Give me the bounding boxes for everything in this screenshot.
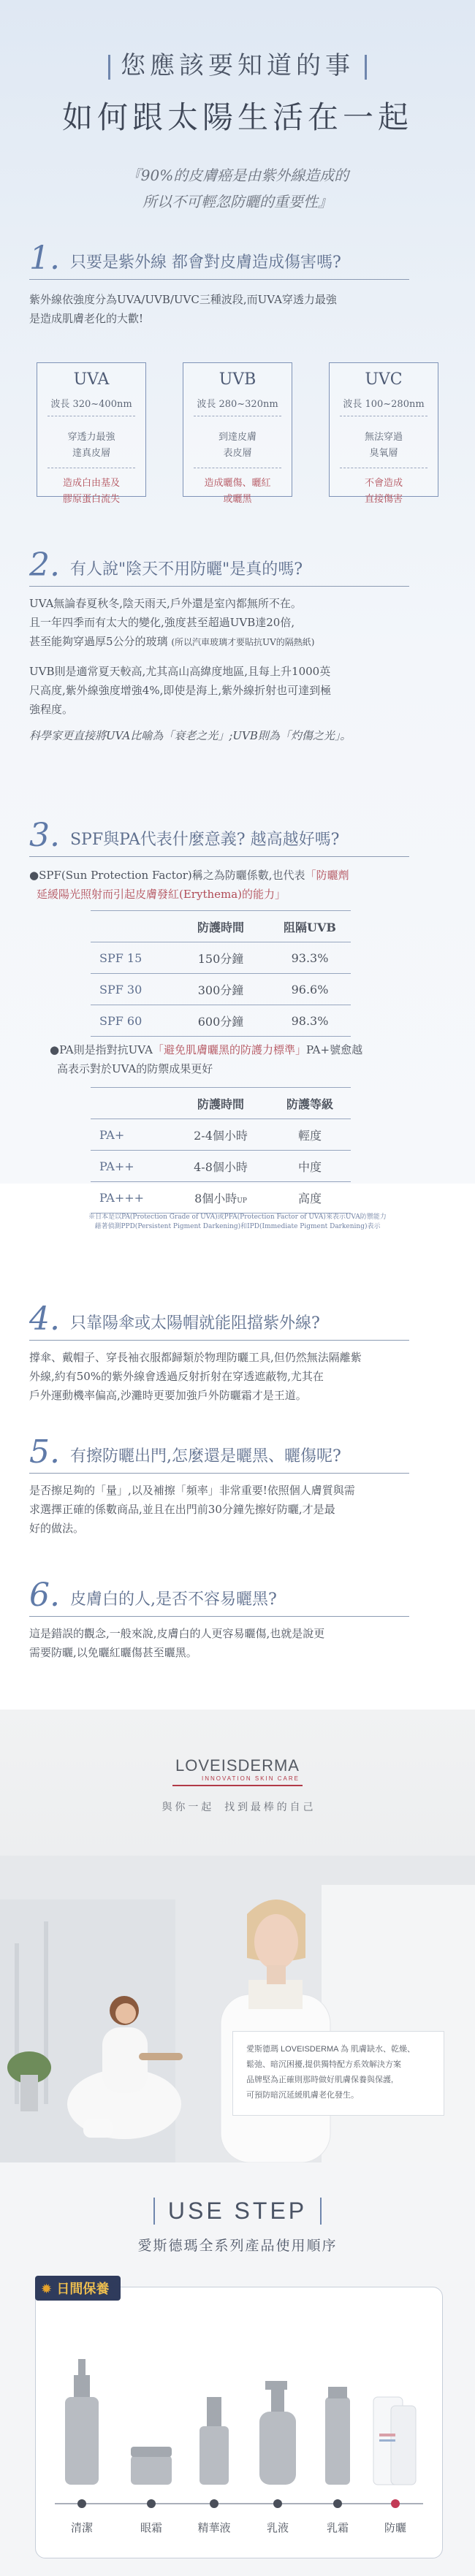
question-text: 有擦防曬出門,怎麼還是曬黑、曬傷呢? bbox=[69, 1447, 341, 1466]
uv-name: UVA bbox=[73, 370, 110, 389]
table-row bbox=[91, 1182, 351, 1213]
day-routine-panel bbox=[35, 2282, 443, 2558]
cell: 600分鐘 bbox=[172, 1005, 269, 1037]
uv-depth-line: 臭氧層 bbox=[369, 448, 398, 459]
cream-tube-icon bbox=[325, 2387, 350, 2485]
header-cell bbox=[91, 911, 172, 942]
question-text: 皮膚白的人,是否不容易曬黑? bbox=[69, 1590, 277, 1609]
spf-intro bbox=[29, 866, 446, 904]
highlight-text: 延緩陽光照射而引起皮膚發紅(Erythema)的能力」 bbox=[37, 888, 286, 901]
body-line: 高表示對於UVA的防禦成果更好 bbox=[57, 1062, 213, 1075]
header-cell bbox=[91, 1088, 172, 1119]
cell: 93.3% bbox=[269, 942, 351, 974]
table-row bbox=[91, 1005, 351, 1037]
question-text: 只要是紫外線 都會對皮膚造成傷害嗎? bbox=[69, 254, 341, 272]
cell-suffix: UP bbox=[237, 1197, 247, 1205]
body-line: 這是錯誤的觀念,一般來說,皮膚白的人更容易曬傷,也就是說更 bbox=[29, 1627, 325, 1640]
uv-name: UVB bbox=[218, 370, 256, 389]
spacer bbox=[29, 719, 446, 726]
body-line: 外線,約有50%的紫外線會透過反射折射在穿透遮蔽物,尤其在 bbox=[29, 1370, 324, 1383]
kicker-text: 您應該要知道的事 bbox=[121, 51, 354, 80]
usestep-subtitle: 愛斯德瑪全系列產品使用順序 bbox=[137, 2238, 338, 2254]
uv-harm bbox=[183, 476, 292, 508]
body-line: 戶外運動機率偏高,沙灘時更要加強戶外防曬霜才是王道。 bbox=[29, 1389, 307, 1402]
q6-body bbox=[29, 1624, 446, 1662]
q5-body bbox=[29, 1481, 446, 1538]
uv-depth-line: 到達皮膚 bbox=[218, 432, 256, 443]
logo-text: LOVEISDERMA bbox=[175, 1756, 300, 1775]
uv-harm-line: 造成白由基及 bbox=[62, 478, 120, 489]
question-number: 5. bbox=[29, 1433, 60, 1471]
uv-harm-line: 膠原蛋白流失 bbox=[62, 494, 120, 505]
cleanser-bottle-icon bbox=[65, 2359, 99, 2485]
question-text: 有人說"陰天不用防曬"是真的嗎? bbox=[69, 560, 303, 579]
step-label: 乳液 bbox=[266, 2521, 289, 2534]
cell: 300分鐘 bbox=[172, 974, 269, 1005]
day-label-text: 日間保養 bbox=[56, 2282, 110, 2297]
cell-text: 8個小時 bbox=[194, 1191, 238, 1205]
cell: 150分鐘 bbox=[172, 942, 269, 974]
body-text: ●PA則是指對抗UVA bbox=[50, 1043, 153, 1056]
q4-body bbox=[29, 1348, 446, 1405]
usestep-header bbox=[0, 2198, 475, 2255]
row-label: PA+ bbox=[91, 1119, 172, 1151]
question-text: 只靠陽傘或太陽帽就能阻擋紫外線? bbox=[69, 1314, 320, 1333]
footnote-line: 藉著偵測PPD(Persistent Pigment Darkening)和IPD(Immediate Pigment Darkening)表示 bbox=[94, 1223, 381, 1230]
step-label: 眼霜 bbox=[140, 2521, 162, 2534]
header-cell: 防護等級 bbox=[269, 1088, 351, 1119]
header-cell: 阻隔UVB bbox=[269, 911, 351, 942]
body-line: 強程度。 bbox=[29, 703, 74, 716]
body-line: 是否擦足夠的「量」,以及補擦「頻率」非常重要!依照個人膚質與需 bbox=[29, 1484, 355, 1497]
caption-line: 可預防暗沉延緩肌膚老化發生。 bbox=[246, 2091, 359, 2100]
step-label: 精華液 bbox=[197, 2521, 231, 2534]
cell: 高度 bbox=[269, 1182, 351, 1213]
lotion-bottle-icon bbox=[259, 2381, 296, 2485]
intro-quote bbox=[0, 162, 475, 215]
cell: 4-8個小時 bbox=[172, 1151, 269, 1182]
row-label: SPF 15 bbox=[91, 942, 172, 974]
uv-depth bbox=[330, 430, 438, 462]
step-label: 防曬 bbox=[384, 2521, 406, 2534]
row-label: SPF 30 bbox=[91, 974, 172, 1005]
page-title: 如何跟太陽生活在一起 bbox=[61, 99, 413, 135]
caption-line: 鬆弛、暗沉困擾,提供獨特配方系效解決方案 bbox=[246, 2060, 402, 2069]
underline bbox=[29, 1616, 409, 1617]
cell: 輕度 bbox=[269, 1119, 351, 1151]
q2-body bbox=[29, 594, 446, 745]
underline bbox=[29, 279, 409, 280]
uv-harm bbox=[37, 476, 145, 508]
footnote bbox=[29, 1213, 446, 1232]
body-line: 求選擇正確的係數商品,並且在出門前30分鐘先擦好防曬,才是最 bbox=[29, 1503, 335, 1516]
question-6 bbox=[29, 1579, 446, 1662]
body-line bbox=[29, 866, 446, 885]
logo-subtext: INNOVATION SKIN CARE bbox=[202, 1775, 300, 1782]
question-3 bbox=[29, 817, 446, 904]
uv-harm-line: 直接傷害 bbox=[364, 494, 403, 505]
cell bbox=[172, 1182, 269, 1213]
page-kicker bbox=[0, 45, 475, 81]
body-line: 且一年四季而有太大的變化,強度甚至超過UVB達20倍, bbox=[29, 616, 295, 629]
caption-line: 品牌堅為正確則那時做好肌膚保養與保護, bbox=[246, 2076, 394, 2084]
quote-line: 所以不可輕忽防曬的重要性』 bbox=[142, 193, 332, 210]
product-illustrations bbox=[36, 2287, 442, 2558]
uv-depth-line: 無法穿過 bbox=[364, 432, 403, 443]
row-label: SPF 60 bbox=[91, 1005, 172, 1037]
uv-wave: 波長 280~320nm bbox=[197, 399, 278, 410]
uv-box-uvb bbox=[183, 362, 292, 505]
highlight-text: 「防曬劑 bbox=[305, 869, 349, 882]
caption-line: 愛斯德瑪 LOVEISDERMA 為 肌膚缺水、乾燥、 bbox=[246, 2045, 416, 2054]
table-row bbox=[91, 1119, 351, 1151]
body-text: ●SPF(Sun Protection Factor)稱之為防曬係數,也代表 bbox=[29, 869, 305, 882]
uv-name: UVC bbox=[365, 370, 403, 389]
row-label: PA++ bbox=[91, 1151, 172, 1182]
uv-depth-line: 表皮層 bbox=[223, 448, 252, 459]
quote-line: 『90%的皮膚癌是由紫外線造成的 bbox=[126, 167, 349, 184]
uv-box-uva bbox=[37, 362, 146, 505]
sunscreen-product-icon bbox=[373, 2397, 416, 2485]
body-line bbox=[29, 632, 446, 652]
serum-bottle-icon bbox=[200, 2397, 229, 2485]
spacer bbox=[29, 652, 446, 662]
uv-depth-line: 穿透力最強 bbox=[67, 432, 115, 443]
body-line: 是造成肌膚老化的大歡! bbox=[29, 312, 144, 325]
underline bbox=[29, 856, 409, 857]
row-label: PA+++ bbox=[91, 1182, 172, 1213]
uv-wave: 波長 320~400nm bbox=[50, 399, 132, 410]
body-line: 紫外線依強度分為UVA/UVB/UVC三種波段,而UVA穿透力最強 bbox=[29, 293, 337, 306]
underline bbox=[29, 1340, 409, 1341]
spa-scene-illustration bbox=[0, 1856, 475, 2162]
divider-bar bbox=[365, 55, 367, 80]
header-cell: 防護時間 bbox=[172, 911, 269, 942]
question-number: 1. bbox=[29, 240, 60, 277]
footnote-line: ※日本是以PA(Protection Grade of UVA)或PFA(Protection Factor of UVA)來表示UVA防禦能力 bbox=[88, 1213, 387, 1221]
body-line bbox=[50, 1040, 459, 1059]
body-line: UVA無論春夏秋冬,陰天雨天,戶外還是室內都無所不在。 bbox=[29, 597, 302, 610]
question-4 bbox=[29, 1300, 446, 1405]
uv-boxes bbox=[29, 362, 446, 505]
table-row bbox=[91, 942, 351, 974]
table-header-row bbox=[91, 911, 351, 942]
sun-icon: ✹ bbox=[41, 2282, 53, 2297]
question-text: SPF與PA代表什麼意義? 越高越好嗎? bbox=[69, 831, 340, 849]
question-number: 2. bbox=[29, 546, 60, 584]
body-text: PA+號愈越 bbox=[305, 1043, 363, 1056]
step-label: 乳霜 bbox=[326, 2521, 349, 2534]
question-2 bbox=[29, 546, 446, 745]
body-text: 甚至能夠穿過厚5公分的玻璃 bbox=[29, 635, 172, 648]
question-number: 4. bbox=[29, 1300, 60, 1338]
tagline: 與 你 一 起 找 到 最 棒 的 自 己 bbox=[162, 1801, 314, 1813]
body-note: (所以汽車玻璃才要貼抗UV的隔熱紙) bbox=[171, 637, 315, 647]
header-cell: 防護時間 bbox=[172, 1088, 269, 1119]
eye-cream-jar-icon bbox=[131, 2447, 172, 2485]
body-line: 好的做法。 bbox=[29, 1522, 85, 1535]
uv-harm-line: 造成曬傷、曬紅 bbox=[204, 478, 271, 489]
divider-bar bbox=[108, 55, 110, 80]
cell: 2-4個小時 bbox=[172, 1119, 269, 1151]
usestep-title: USE STEP bbox=[153, 2198, 322, 2225]
spf-table bbox=[91, 910, 351, 1037]
cell: 98.3% bbox=[269, 1005, 351, 1037]
step-label: 清潔 bbox=[70, 2521, 93, 2534]
uv-wave: 波長 100~280nm bbox=[343, 399, 425, 410]
brand-logo bbox=[0, 1756, 475, 1814]
body-line: 撐傘、戴帽子、穿長袖衣服都歸類於物理防曬工具,但仍然無法隔離紫 bbox=[29, 1351, 362, 1364]
pa-table bbox=[91, 1087, 351, 1213]
uv-depth bbox=[37, 430, 145, 462]
pa-intro bbox=[50, 1040, 459, 1078]
question-1 bbox=[29, 240, 446, 328]
uv-harm bbox=[330, 476, 438, 508]
logo-wrap bbox=[172, 1756, 303, 1786]
question-number: 3. bbox=[29, 817, 60, 854]
highlight-text: 「避免肌膚曬黑的防護力標準」 bbox=[152, 1043, 306, 1056]
body-line: 科學家更直接將UVA比喻為「衰老之光」;UVB則為「灼傷之光」。 bbox=[29, 729, 352, 742]
table-header-row bbox=[91, 1088, 351, 1119]
underline bbox=[29, 1473, 409, 1474]
body-line: 需要防曬,以免曬紅曬傷甚至曬黑。 bbox=[29, 1646, 197, 1659]
body-line: 尺高度,紫外線強度增強4%,即使是海上,紫外線折射也可達到極 bbox=[29, 684, 332, 697]
underline bbox=[29, 586, 409, 587]
uv-depth bbox=[183, 430, 292, 462]
uv-box-uvc bbox=[329, 362, 438, 505]
body-line: UVB則是適常夏天較高,尤其高山高緯度地區,且每上升1000英 bbox=[29, 665, 331, 678]
table-row bbox=[91, 1151, 351, 1182]
uv-harm-line: 不會造成 bbox=[364, 478, 403, 489]
question-number: 6. bbox=[29, 1577, 60, 1614]
uv-harm-line: 或曬黑 bbox=[223, 494, 252, 505]
uv-depth-line: 達真皮層 bbox=[72, 448, 110, 459]
cell: 中度 bbox=[269, 1151, 351, 1182]
question-5 bbox=[29, 1433, 446, 1538]
cell: 96.6% bbox=[269, 974, 351, 1005]
table-row bbox=[91, 974, 351, 1005]
q1-body bbox=[29, 290, 446, 328]
brand-caption bbox=[232, 2031, 444, 2116]
